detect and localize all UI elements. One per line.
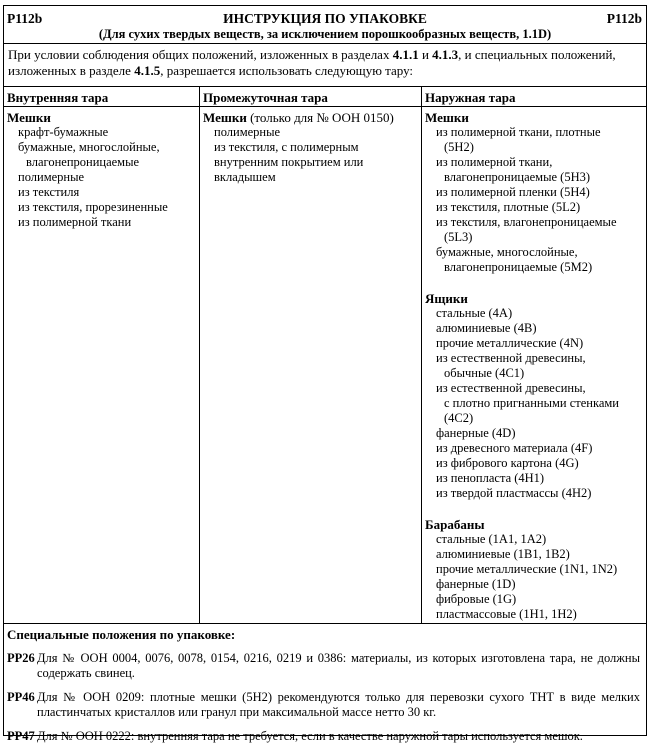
list-item: внутренним покрытием или	[214, 155, 364, 169]
list-item: фанерные (4D)	[436, 426, 516, 440]
instruction-code-right: P112b	[606, 11, 642, 26]
list-item: из текстиля	[18, 185, 80, 199]
instruction-code-left: P112b	[7, 11, 43, 26]
list-item: полимерные	[18, 170, 85, 184]
list-item: из полимерной ткани	[18, 215, 132, 229]
list-item: крафт-бумажные	[18, 125, 109, 139]
list-item: алюминиевые (4B)	[436, 321, 537, 335]
intermediate-bags-note: (только для № ООН 0150)	[246, 110, 394, 125]
packing-instruction-table	[3, 5, 647, 743]
provision-pp46	[7, 690, 640, 720]
special-provisions	[4, 624, 646, 744]
list-item: из текстиля, плотные (5L2)	[436, 200, 581, 214]
instruction-subtitle: (Для сухих твердых веществ, за исключением порошкообразных веществ, 1.1D)	[98, 27, 552, 41]
list-item: стальные (1A1, 1A2)	[436, 532, 547, 546]
list-item: алюминиевые (1B1, 1B2)	[436, 547, 570, 561]
provision-text: Для № ООН 0222: внутренняя тара не требуется, если в качестве наружной тары используется мешок.	[37, 729, 583, 743]
list-item: из фибрового картона (4G)	[436, 456, 579, 470]
list-item: из древесного материала (4F)	[436, 441, 593, 455]
list-item: из естественной древесины, обычные (4C1)	[436, 351, 586, 380]
list-item: прочие металлические (1N1, 1N2)	[436, 562, 618, 576]
section-ref-4-1-5: 4.1.5	[134, 63, 161, 78]
list-item: из текстиля, с полимерным	[214, 140, 359, 154]
list-item: прочие металлические (4N)	[436, 336, 584, 350]
intro-paragraph	[4, 44, 646, 87]
inner-packaging-header: Внутренняя тара	[4, 87, 199, 107]
instruction-header	[4, 6, 646, 44]
intro-text-3: , и специальных положений, изложенных в разделе	[8, 47, 616, 78]
provision-code: PP46	[7, 690, 35, 704]
outer-bags-group-title: Мешки	[425, 110, 469, 125]
outer-packaging-column	[422, 87, 646, 623]
intro-text-4: , разрешается использовать следующую тару:	[160, 63, 414, 78]
intermediate-bags-group-title: Мешки (только для № ООН 0150)	[203, 110, 394, 125]
intro-text-1: При условии соблюдения общих положений, изложенных в разделах	[8, 47, 393, 62]
list-item: из пенопласта (4H1)	[436, 471, 545, 485]
provision-pp47	[7, 729, 640, 744]
list-item: из текстиля, влагонепроницаемые (5L3)	[436, 215, 617, 244]
list-item: бумажные, многослойные, влагонепроницаемые	[18, 140, 160, 169]
outer-packaging-list	[422, 107, 646, 622]
list-item: фибровые (1G)	[436, 592, 517, 606]
list-item: из текстиля, прорезиненные	[18, 200, 168, 214]
section-ref-4-1-3: 4.1.3	[432, 47, 459, 62]
provision-pp26	[7, 651, 640, 681]
list-item: из естественной древесины, с плотно пригнанными стенками (4C2)	[436, 381, 619, 425]
list-item: из твердой пластмассы (4H2)	[436, 486, 592, 500]
inner-bags-group-title: Мешки	[7, 110, 51, 125]
provision-text: Для № ООН 0209: плотные мешки (5H2) рекомендуются только для перевозки сухого ТНТ в виде мелких пластинчатых кристаллов или гранул при максимальной массе нетто 30 кг.	[37, 690, 640, 719]
list-item: из полимерной ткани, влагонепроницаемые (5H3)	[436, 155, 591, 184]
outer-packaging-header: Наружная тара	[422, 87, 646, 107]
section-ref-4-1-1: 4.1.1	[392, 47, 419, 62]
list-item: стальные (4A)	[436, 306, 513, 320]
intermediate-packaging-column	[200, 87, 422, 623]
provision-code: PP26	[7, 651, 35, 665]
instruction-title: ИНСТРУКЦИЯ ПО УПАКОВКЕ	[223, 11, 427, 26]
list-item: пластмассовые (1H1, 1H2)	[436, 607, 577, 621]
list-item: вкладышем	[214, 170, 276, 184]
list-item: из полимерной пленки (5H4)	[436, 185, 590, 199]
outer-boxes-group-title: Ящики	[425, 291, 468, 306]
inner-packaging-list	[4, 107, 199, 230]
provision-text: Для № ООН 0004, 0076, 0078, 0154, 0216, 0219 и 0386: материалы, из которых изготовлена тара, не должны содержать свинец.	[37, 651, 640, 680]
list-item: из полимерной ткани, плотные (5H2)	[436, 125, 601, 154]
list-item: полимерные	[214, 125, 281, 139]
packaging-columns	[4, 87, 646, 624]
outer-drums-group-title: Барабаны	[425, 517, 485, 532]
special-provisions-title: Специальные положения по упаковке:	[7, 627, 236, 642]
list-item: фанерные (1D)	[436, 577, 516, 591]
inner-packaging-column	[4, 87, 200, 623]
intermediate-packaging-list	[200, 107, 421, 185]
list-item: бумажные, многослойные, влагонепроницаемые (5M2)	[436, 245, 593, 274]
intro-text-2: и	[418, 47, 433, 62]
provision-code: PP47	[7, 729, 35, 743]
intermediate-packaging-header: Промежуточная тара	[200, 87, 421, 107]
